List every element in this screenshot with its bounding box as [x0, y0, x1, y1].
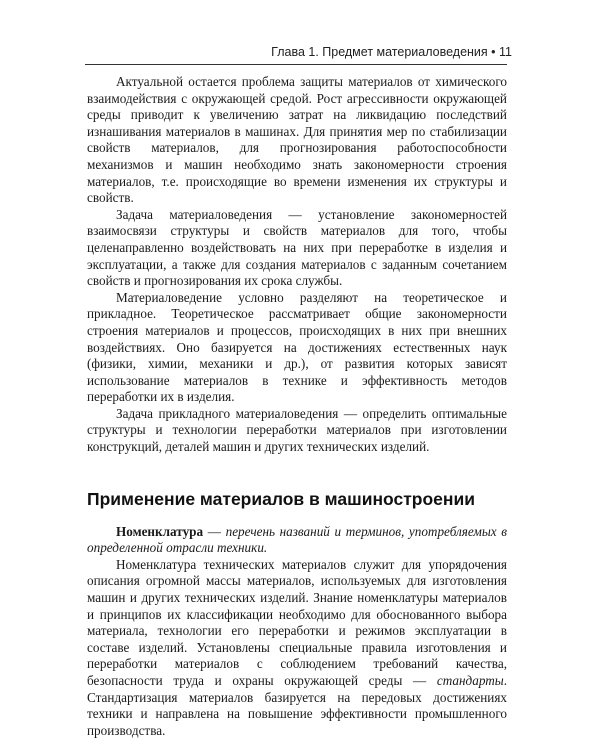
standards-term: стандарты: [436, 673, 504, 688]
header-rule: [85, 64, 507, 65]
term-dash: —: [203, 523, 226, 539]
section-heading: Применение материалов в машиностроении: [87, 488, 475, 509]
paragraph-3: Материаловедение условно разделяют на теоретическое и прикладное. Теоретическое рассматривает общие закономерности строения материалов и процессов, происходящих в них при внешних воздействиях. Оно базируется на достижениях естественных наук (физики, химии, механики и др.), от развития которых зависят использование материалов в технике и эффективность методов переработки их в изделия.: [87, 289, 507, 405]
term-definition: перечень названий и терминов, употребляемых в определенной отрасли техники.: [87, 523, 507, 556]
paragraph-5: [87, 557, 507, 740]
paragraph-2: Задача материаловедения — установление закономерностей взаимосвязи структуры и свойств материалов для того, чтобы целенаправленно воздействовать на них при переработке в изделия и эксплуатации, а также для создания материалов с заданным сочетанием свойств и прогнозирования их срока службы.: [87, 206, 507, 289]
paragraph-4: Задача прикладного материаловедения — определить оптимальные структуры и технологии переработки материалов при изготовлении конструкций, деталей машин и других технических изделий.: [87, 405, 507, 455]
paragraph-5-text-a: Номенклатура технических материалов служит для упорядочения описания огромной массы материалов, используемых для изготовления машин и других технических изделий. Знание номенклатуры материалов и принципов их классификации необходимо для обоснованного выбора материала, технологии его переработки и режимов эксплуатации в составе изделий. Установлены специальные правила изготовления и переработки материалов с соблюдением требований качества, безопасности труда и охраны окружающей среды —: [87, 556, 507, 688]
paragraph-5-text-b: . Стандартизация материалов базируется на передовых достижениях техники и направлена на повышение эффективности промышленного производства.: [87, 673, 507, 738]
page-number: 11: [499, 45, 512, 59]
paragraph-1: Актуальной остается проблема защиты материалов от химического взаимодействия с окружающей средой. Рост агрессивности окружающей среды приводит к увеличению затрат на ликвидацию последствий изнашивания материалов в машинах. Для принятия мер по стабилизации свойств материалов, для прогнозирования работоспособности механизмов и машин необходимо знать закономерности строения материалов, т.е. происходящие во времени изменения их структуры и свойств.: [87, 74, 507, 206]
definition-paragraph: [87, 524, 507, 557]
bullet-separator: •: [491, 45, 500, 59]
chapter-title: Глава 1. Предмет материаловедения: [271, 45, 488, 59]
page-body: [87, 74, 507, 739]
term: Номенклатура: [116, 523, 204, 539]
running-header: [0, 45, 512, 59]
